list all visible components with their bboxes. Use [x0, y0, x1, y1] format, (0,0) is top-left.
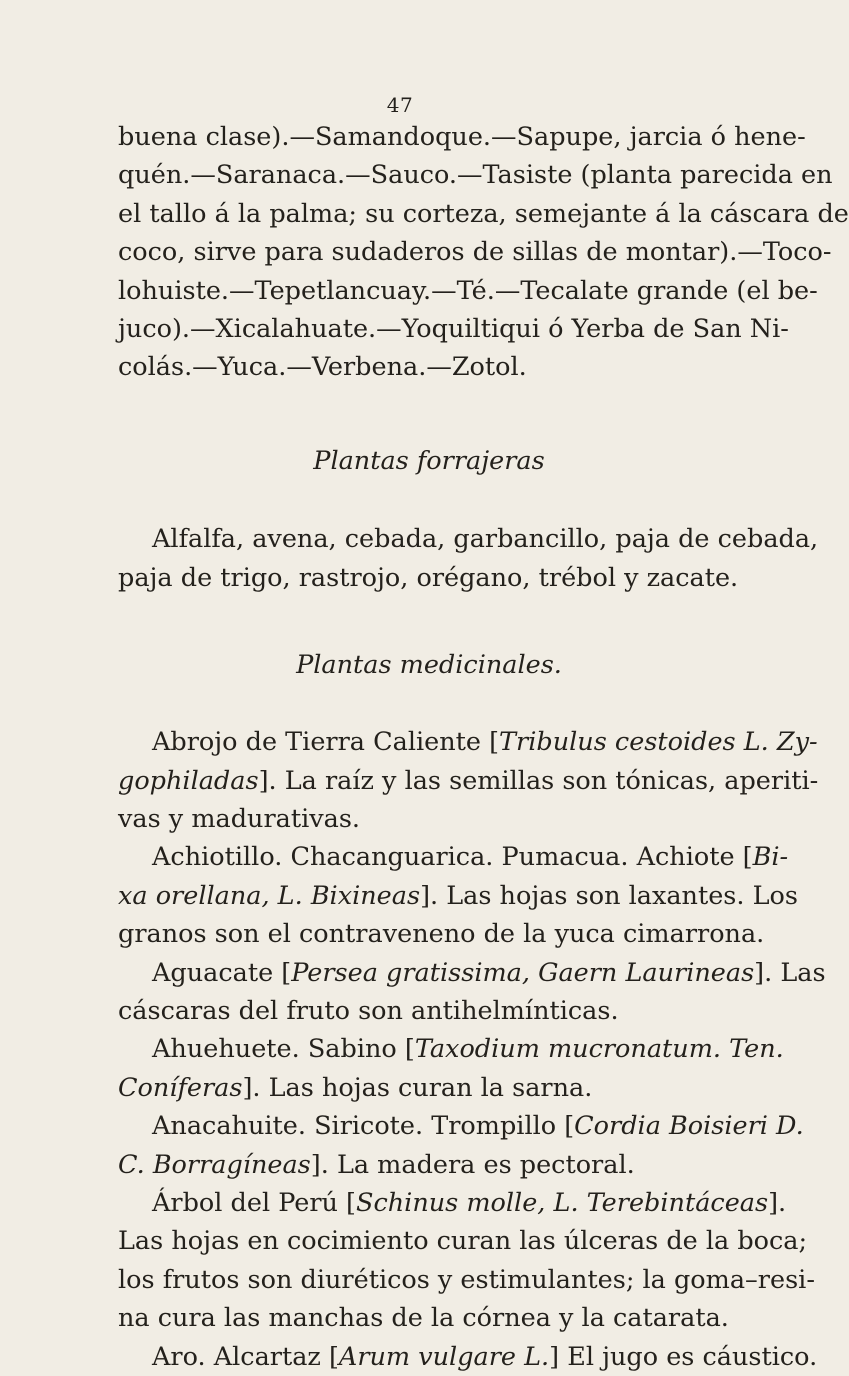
text-line: juco).—Xicalahuate.—Yoquiltiqui ó Yerba de San Ni- [118, 313, 789, 344]
plant-list-continuation [118, 118, 849, 387]
text-line: lohuiste.—Tepetlancuay.—Té.—Tecalate grande (el be- [118, 275, 818, 306]
entry-abrojo: Abrojo de Tierra Caliente [Tribulus cestoides L. Zy- [152, 727, 818, 758]
text-line: xa orellana, L. Bixineas]. Las hojas son laxantes. Los [118, 880, 798, 911]
text-line: colás.—Yuca.—Verbena.—Zotol. [118, 352, 527, 383]
text-line: vas y madurativas. [118, 804, 361, 835]
section-heading-medicinal: Plantas medicinales. [296, 649, 562, 680]
entry-ahuehuete: Ahuehuete. Sabino [Taxodium mucronatum. Ten. [152, 1034, 784, 1065]
text-line: gophiladas]. La raíz y las semillas son tónicas, aperiti- [118, 765, 819, 796]
scientific-name: xa orellana, L. Bixineas [118, 880, 421, 911]
entry-arbol-del-peru: Árbol del Perú [Schinus molle, L. Terebintáceas]. [152, 1187, 787, 1218]
scientific-name: Coníferas [118, 1072, 243, 1103]
scientific-name: Taxodium mucronatum. Ten. [414, 1034, 784, 1065]
scientific-name: gophiladas [118, 765, 259, 796]
entry-anacahuite: Anacahuite. Siricote. Trompillo [Cordia Boisieri D. [152, 1111, 804, 1142]
text-line: coco, sirve para sudaderos de sillas de montar).—Toco- [118, 237, 832, 268]
text-line: granos son el contraveneno de la yuca cimarrona. [118, 919, 765, 950]
text-line: los frutos son diuréticos y estimulantes; la goma–resi- [118, 1264, 815, 1295]
text-line: Las hojas en cocimiento curan las úlceras de la boca; [118, 1226, 808, 1257]
text-line: Alfalfa, avena, cebada, garbancillo, paja de cebada, [152, 524, 819, 555]
section-heading-forage: Plantas forrajeras [313, 445, 545, 476]
scientific-name: Arum vulgare L. [338, 1341, 550, 1372]
entry-achiotillo: Achiotillo. Chacanguarica. Pumacua. Achiote [Bi- [152, 842, 789, 873]
page-body [118, 118, 849, 1376]
text-line: cáscaras del fruto son antihelmínticas. [118, 996, 619, 1027]
text-line: na cura las manchas de la córnea y la catarata. [118, 1303, 729, 1334]
text-line: C. Borragíneas]. La madera es pectoral. [118, 1149, 635, 1180]
scientific-name: Tribulus cestoides L. Zy- [499, 727, 818, 758]
scientific-name: Cordia Boisieri D. [574, 1111, 804, 1142]
text-line: buena clase).—Samandoque.—Sapupe, jarcia ó hene- [118, 122, 806, 152]
forage-paragraph [118, 520, 819, 597]
scientific-name: Bi- [752, 842, 789, 873]
text-line: el tallo á la palma; su corteza, semejante á la cáscara de [118, 198, 849, 229]
text-line: quén.—Saranaca.—Sauco.—Tasiste (planta parecida en [118, 160, 833, 191]
text-line: Coníferas]. Las hojas curan la sarna. [118, 1072, 593, 1103]
page-number: 47 [386, 93, 414, 117]
entry-aguacate: Aguacate [Persea gratissima, Gaern Laurineas]. Las [152, 957, 826, 988]
entry-aro: Aro. Alcartaz [Arum vulgare L.] El jugo es cáustico. [152, 1341, 818, 1372]
scientific-name: Persea gratissima, Gaern Laurineas [291, 957, 755, 988]
medicinal-entries [118, 723, 826, 1376]
scientific-name: Schinus molle, L. Terebintáceas [356, 1187, 769, 1218]
scientific-name: C. Borragíneas [118, 1149, 311, 1180]
text-line: paja de trigo, rastrojo, orégano, trébol y zacate. [118, 562, 739, 593]
